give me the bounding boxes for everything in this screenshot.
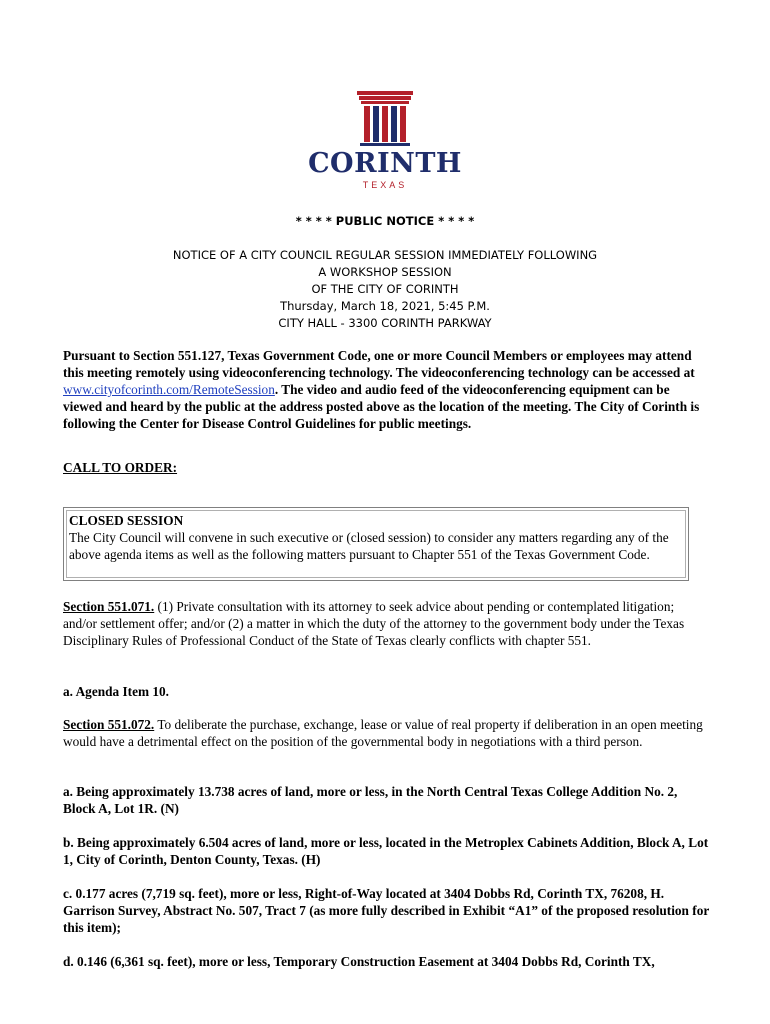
item-b: b. Being approximately 6.504 acres of land, more or less, located in the Metroplex Cabinets Addition, Block A, Lot 1, City of Corinth, Denton County, Texas. (H) <box>63 835 709 867</box>
item-d: d. 0.146 (6,361 sq. feet), more or less, Temporary Construction Easement at 3404 Dobbs Rd, Corinth TX, <box>63 954 655 969</box>
notice-location: CITY HALL - 3300 CORINTH PARKWAY <box>278 316 492 330</box>
remote-session-link[interactable]: www.cityofcorinth.com/RemoteSession <box>63 382 275 397</box>
section-551-072 <box>63 716 711 750</box>
notice-line-3: OF THE CITY OF CORINTH <box>311 282 459 296</box>
corinth-logo <box>305 88 465 194</box>
notice-line-1: NOTICE OF A CITY COUNCIL REGULAR SESSION IMMEDIATELY FOLLOWING <box>172 248 598 262</box>
call-to-order-heading: CALL TO ORDER: <box>63 460 178 475</box>
section-071-text: (1) Private consultation with its attorney to seek advice about pending or contemplated litigation; and/or settlement offer; and/or (2) a matter in which the duty of the attorney to the government body under the Texas Disciplinary Rules of Professional Conduct of the State of Texas clearly conflicts with chapter 551. <box>63 599 685 648</box>
logo-wordmark: CORINTH <box>308 148 462 179</box>
item-a: a. Being approximately 13.738 acres of land, more or less, in the North Central Texas College Addition No. 2, Block A, Lot 1R. (N) <box>63 784 678 816</box>
item-c: c. 0.177 acres (7,719 sq. feet), more or less, Right-of-Way located at 3404 Dobbs Rd, Corinth TX, 76208, H. Garrison Survey, Abstract No. 507, Tract 7 (as more fully described in Exhibit “A1” of the proposed resolution for this item); <box>63 886 710 935</box>
public-notice-heading: * * * * PUBLIC NOTICE * * * * <box>295 214 475 228</box>
notice-line-2: A WORKSHOP SESSION <box>318 265 452 279</box>
section-551-071 <box>63 598 711 649</box>
closed-session-title: CLOSED SESSION <box>69 513 184 528</box>
notice-date: Thursday, March 18, 2021, 5:45 P.M. <box>280 299 490 313</box>
logo-state: TEXAS <box>362 180 408 190</box>
section-072-text: To deliberate the purchase, exchange, lease or value of real property if deliberation in an open meeting would have a detrimental effect on the position of the governmental body in negotiations with a third person. <box>63 717 703 749</box>
agenda-item: a. Agenda Item 10. <box>63 684 170 699</box>
intro-text-1: Pursuant to Section 551.127, Texas Government Code, one or more Council Members or employees may attend this meeting remotely using videoconferencing technology. The videoconferencing technology can be accessed at <box>63 348 695 380</box>
closed-session-text: The City Council will convene in such executive or (closed session) to consider any matters regarding any of the above agenda items as well as the following matters pursuant to Chapter 551 of the Texas Government Code. <box>69 530 669 562</box>
section-072-label: Section 551.072. <box>63 717 155 732</box>
closed-session-box <box>63 507 689 581</box>
intro-text-2: . The video and audio feed of the videoconferencing equipment can be viewed and heard by the public at the address posted above as the location of the meeting. The City of Corinth is following the Center for Disease Control Guidelines for public meetings. <box>63 382 700 431</box>
intro-paragraph <box>63 347 711 432</box>
section-071-label: Section 551.071. <box>63 599 155 614</box>
column-emblem-icon <box>305 88 465 148</box>
